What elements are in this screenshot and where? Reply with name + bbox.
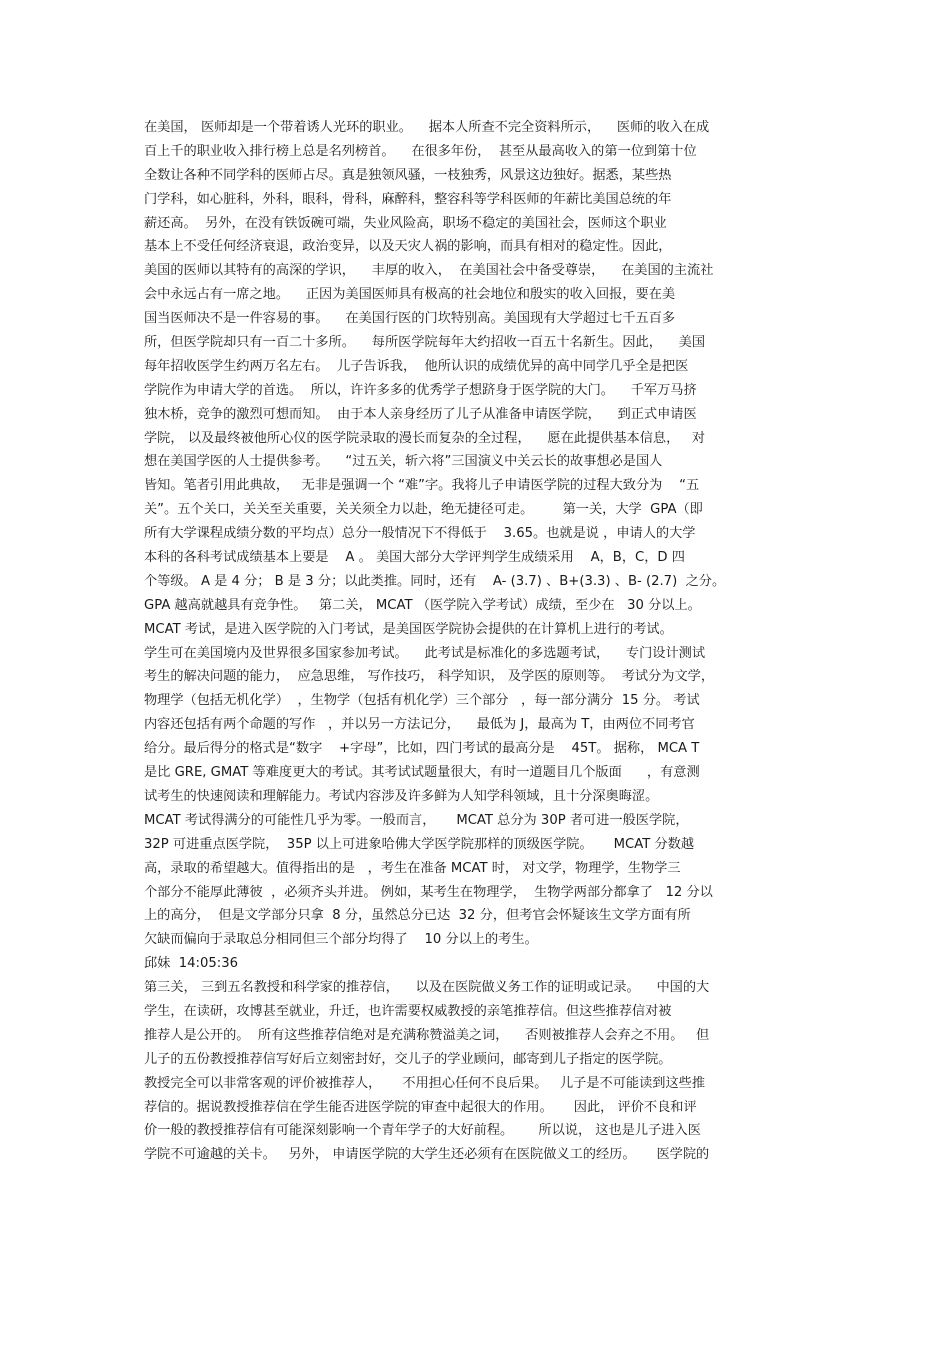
text-line: 试考生的快速阅读和理解能力。考试内容涉及许多鲜为人知学科领域，且十分深奥晦涩。 (144, 788, 659, 804)
text-line: 全数让各种不同学科的医师占尽。真是独领风骚，一枝独秀，风景这边独好。据悉，某些热 (144, 167, 672, 183)
text-line: 是比 GRE, GMAT 等难度更大的考试。其考试试题量很大，有时一道题目几个版面 ，有意测 (144, 765, 700, 781)
text-line: 皆知。笔者引用此典故， 无非是强调一个 “难”字。我将儿子申请医学院的过程大致分为 “五 (144, 478, 700, 494)
text-line: 所，但医学院却只有一百二十多所。 每所医学院每年大约招收一百五十名新生。因此， 美国 (144, 335, 706, 351)
text-line: 儿子的五份教授推荐信写好后立刻密封好，交儿子的学业顾问，邮寄到儿子指定的医学院。 (144, 1051, 672, 1067)
text-line: 个部分不能厚此薄彼 ，必须齐头并进。 例如，某考生在物理学， 生物学两部分都拿了 12 分以 (144, 884, 713, 900)
text-line: 会中永远占有一席之地。 正因为美国医师具有极高的社会地位和殷实的收入回报，要在美 (144, 287, 676, 303)
text-line: 本科的各科考试成绩基本上要是 A 。 美国大部分大学评判学生成绩采用 A，B，C，D 四 (144, 550, 685, 566)
timestamp-line: 邱妹 14:05:36 (144, 956, 238, 972)
text-line: 想在美国学医的人士提供参考。 “过五关，斩六将”三国演义中关云长的故事想必是国人 (144, 454, 663, 470)
text-line: 物理学（包括无机化学） ，生物学（包括有机化学）三个部分 ，每一部分满分 15 分。 考试 (144, 693, 700, 709)
text-line: 在美国， 医师却是一个带着诱人光环的职业。 据本人所查不完全资料所示， 医师的收入在成 (144, 120, 710, 135)
text-line: 国当医师决不是一件容易的事。 在美国行医的门坎特别高。美国现有大学超过七千五百多 (144, 311, 676, 327)
text-line: MCAT 考试，是进入医学院的入门考试，是美国医学院协会提供的在计算机上进行的考试。 (144, 621, 673, 637)
text-line: 教授完全可以非常客观的评价被推荐人， 不用担心任何不良后果。 儿子是不可能读到这些推 (144, 1075, 706, 1091)
text-line: 第三关， 三到五名教授和科学家的推荐信， 以及在医院做义务工作的证明或记录。 中国的大 (144, 980, 710, 996)
text-line: 考生的解决问题的能力， 应急思维， 写作技巧， 科学知识， 及学医的原则等。 考试分为文学， (144, 669, 715, 685)
text-line: 百上千的职业收入排行榜上总是名列榜首。 在很多年份， 甚至从最高收入的第一位到第十位 (144, 143, 697, 159)
text-line: 所有大学课程成绩分数的平均点）总分一般情况下不得低于 3.65。也就是说 ，申请人的大学 (144, 526, 696, 542)
text-line: 独木桥，竞争的激烈可想而知。 由于本人亲身经历了儿子从准备申请医学院， 到正式申请医 (144, 406, 697, 422)
article-body (144, 116, 816, 1167)
text-line: 价一般的教授推荐信有可能深刻影响一个青年学子的大好前程。 所以说， 这也是儿子进入医 (144, 1123, 701, 1139)
text-line: 基本上不受任何经济衰退，政治变异，以及天灾人祸的影响，而具有相对的稳定性。因此， (144, 239, 672, 255)
text-line: 门学科，如心脏科，外科，眼科，骨科，麻醉科，整容科等学科医师的年薪比美国总统的年 (144, 191, 672, 207)
text-line: 32P 可进重点医学院， 35P 以上可进象哈佛大学医学院那样的顶级医学院。 MCAT 分数越 (144, 836, 695, 852)
text-line: GPA 越高就越具有竞争性。 第二关， MCAT （医学院入学考试）成绩，至少在 30 分以上。 (144, 597, 701, 613)
text-line: 上的高分， 但是文学部分只拿 8 分，虽然总分已达 32 分，但考官会怀疑该生文学方面有所 (144, 908, 691, 924)
text-line: 学生，在读研，攻博甚至就业，升迁，也许需要权威教授的亲笔推荐信。但这些推荐信对被 (144, 1003, 672, 1019)
text-line: 学院作为申请大学的首选。 所以，许许多多的优秀学子想跻身于医学院的大门。 千军万马挤 (144, 382, 697, 398)
text-line: MCAT 考试得满分的可能性几乎为零。一般而言， MCAT 总分为 30P 者可进一般医学院， (144, 812, 689, 828)
text-line: 美国的医师以其特有的高深的学识， 丰厚的收入， 在美国社会中备受尊崇， 在美国的主流社 (144, 263, 714, 279)
text-line: 欠缺而偏向于录取总分相同但三个部分均得了 10 分以上的考生。 (144, 932, 538, 948)
text-line: 荐信的。据说教授推荐信在学生能否进医学院的审查中起很大的作用。 因此， 评价不良和评 (144, 1099, 697, 1115)
text-line: 关”。五个关口，关关至关重要，关关须全力以赴，绝无捷径可走。 第一关，大学 GPA（即 (144, 502, 703, 518)
text-line: 给分。最后得分的格式是“数字 +字母”，比如，四门考试的最高分是 45T。 据称， MCA T (144, 741, 700, 757)
text-line: 内容还包括有两个命题的写作 ，并以另一方法记分， 最低为 J，最高为 T，由两位不同考官 (144, 717, 695, 733)
text-line: 学院不可逾越的关卡。 另外， 申请医学院的大学生还必须有在医院做义工的经历。 医学院的 (144, 1147, 710, 1163)
text-line: 学院， 以及最终被他所心仪的医学院录取的漫长而复杂的全过程， 愿在此提供基本信息， 对 (144, 430, 706, 446)
text-line: 高，录取的希望越大。值得指出的是 ，考生在准备 MCAT 时， 对文学，物理学，生物学三 (144, 860, 681, 876)
text-line: 个等级。 A 是 4 分； B 是 3 分；以此类推。同时，还有 A- (3.7) 、B+(3.3) 、B- (2.7) 之分。 (144, 573, 726, 589)
text-line: 薪还高。 另外，在没有铁饭碗可端，失业风险高，职场不稳定的美国社会，医师这个职业 (144, 215, 667, 231)
text-line: 学生可在美国境内及世界很多国家参加考试。 此考试是标准化的多选题考试， 专门设计测试 (144, 645, 706, 661)
text-line: 推荐人是公开的。 所有这些推荐信绝对是充满称赞溢美之词， 否则被推荐人会弃之不用。 但 (144, 1027, 710, 1043)
text-line: 每年招收医学生约两万名左右。 儿子告诉我， 他所认识的成绩优异的高中同学几乎全是把医 (144, 358, 689, 374)
